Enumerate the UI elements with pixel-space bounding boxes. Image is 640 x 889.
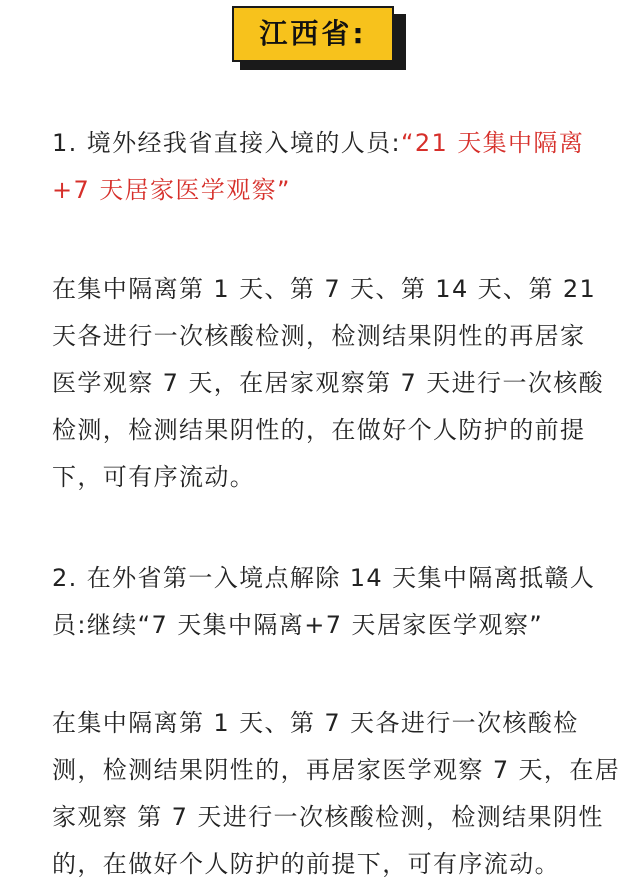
section2-body-line: 家观察 第 7 天进行一次核酸检测，检测结果阴性 <box>52 803 604 831</box>
section1-heading-line1 <box>52 120 612 167</box>
section2-body-line: 测，检测结果阴性的，再居家医学观察 7 天，在居 <box>52 756 621 784</box>
section1-heading-highlight-line1: “21 天集中隔离 <box>401 129 585 157</box>
section2-heading-line: 员:继续“7 天集中隔离+7 天居家医学观察” <box>52 611 544 639</box>
title-box <box>232 6 394 62</box>
section1-body-line: 在集中隔离第 1 天、第 7 天、第 14 天、第 21 <box>52 275 597 303</box>
section1-heading <box>52 120 612 214</box>
page-title: 江西省: <box>259 17 367 50</box>
section2-heading-line: 2. 在外省第一入境点解除 14 天集中隔离抵赣人 <box>52 564 596 592</box>
section2-body <box>52 700 621 888</box>
section1-body-line: 下，可有序流动。 <box>52 463 256 491</box>
section1-heading-prefix: 1. 境外经我省直接入境的人员: <box>52 129 402 157</box>
section1-body-line: 检测，检测结果阴性的，在做好个人防护的前提 <box>52 416 586 444</box>
section1-heading-highlight-line2: +7 天居家医学观察” <box>52 176 291 204</box>
section2-heading <box>52 555 612 649</box>
section1-body <box>52 266 612 501</box>
title-banner <box>232 6 410 74</box>
section1-body-line: 医学观察 7 天，在居家观察第 7 天进行一次核酸 <box>52 369 605 397</box>
section2-body-line: 在集中隔离第 1 天、第 7 天各进行一次核酸检 <box>52 709 579 737</box>
section1-body-line: 天各进行一次核酸检测，检测结果阴性的再居家 <box>52 322 586 350</box>
section2-body-line: 的，在做好个人防护的前提下，可有序流动。 <box>52 850 560 878</box>
